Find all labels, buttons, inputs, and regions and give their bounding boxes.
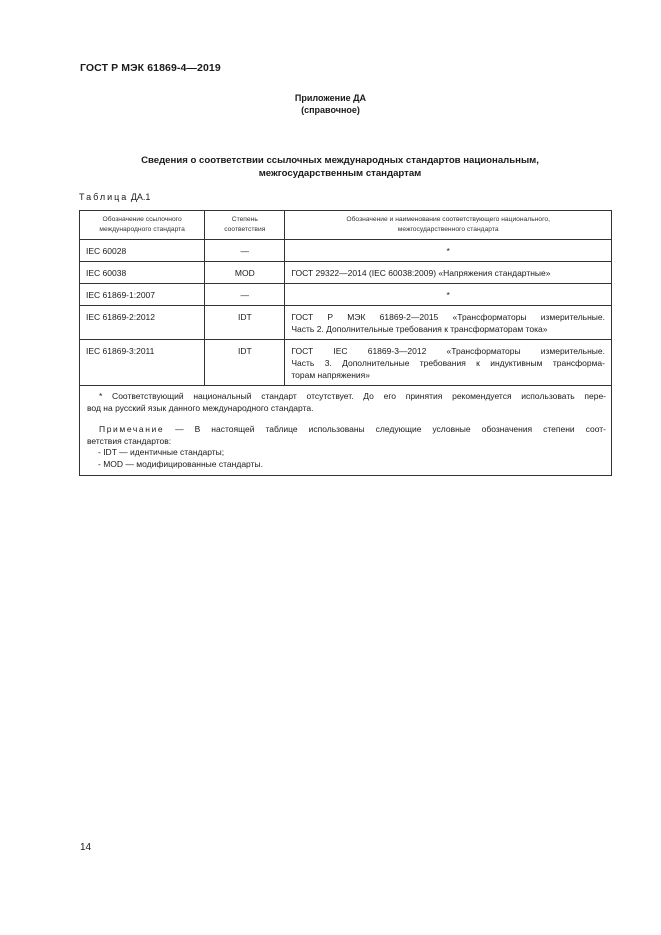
footnote-line2: вод на русский язык данного международного стандарта. [87, 402, 314, 413]
table-row [80, 306, 612, 340]
header-col1-line2: международного стандарта [99, 226, 185, 233]
header-reference-standard [80, 211, 205, 240]
annex-title: Приложение ДА [294, 93, 367, 103]
note-text: — В настоящей таблице использованы следующие условные обозначения степени соот- [164, 424, 606, 434]
note-label: Примечание [99, 424, 165, 434]
cell-degree [205, 262, 285, 284]
cell-national-text: * [446, 246, 450, 256]
footnote-line1: * Соответствующий национальный стандарт отсутствует. До его принятия рекомендуется использовать пере- [99, 391, 606, 401]
table-footnote [87, 391, 606, 414]
header-col3-line2: межгосударственного стандарта [397, 226, 499, 233]
table-caption-id: ДА.1 [130, 192, 151, 202]
document-code-header: ГОСТ Р МЭК 61869-4—2019 [80, 62, 221, 74]
section-title [90, 154, 590, 180]
cell-national-text: * [446, 290, 450, 300]
cell-national [285, 262, 612, 284]
annex-heading [0, 92, 661, 116]
cell-degree-text: — [240, 246, 250, 256]
table-notes [80, 386, 612, 476]
cell-national-text: ГОСТ 29322—2014 (IEC 60038:2009) «Напряжения стандартные» [291, 268, 551, 278]
table-notes-row [80, 386, 612, 476]
cell-national [285, 240, 612, 262]
cell-national [285, 284, 612, 306]
header-col2-line2: соответствия [224, 226, 266, 233]
table-row [80, 240, 612, 262]
cell-reference-text: IEC 60038 [86, 268, 127, 278]
cell-degree-text: IDT [237, 346, 252, 356]
cell-degree [205, 306, 285, 340]
cell-reference-text: IEC 61869-3:2011 [86, 346, 155, 356]
note-line2: ветствия стандартов: [87, 435, 172, 446]
header-degree [205, 211, 285, 240]
header-col2-line1: Степень [231, 216, 258, 223]
cell-degree [205, 240, 285, 262]
note-line1 [87, 424, 606, 436]
cell-reference [80, 240, 205, 262]
cell-reference [80, 306, 205, 340]
cell-degree [205, 340, 285, 386]
cell-reference-text: IEC 61869-1:2007 [86, 290, 155, 300]
table-row [80, 262, 612, 284]
cell-national [285, 306, 612, 340]
standards-table [79, 210, 612, 476]
cell-reference-text: IEC 60028 [86, 246, 127, 256]
table-caption [79, 192, 150, 202]
cell-reference [80, 262, 205, 284]
cell-degree-text: — [240, 290, 250, 300]
header-national-standard [285, 211, 612, 240]
cell-degree [205, 284, 285, 306]
cell-degree-text: MOD [234, 268, 255, 278]
cell-national-line1: ГОСТ IEC 61869-3—2012 «Трансформаторы измерительные. [291, 346, 605, 356]
cell-national-text [285, 340, 611, 385]
section-title-line1: Сведения о соответствии ссылочных международных стандартов национальным, [141, 155, 539, 166]
cell-national-line3: торам напряжения» [291, 370, 371, 380]
cell-national-line2: Часть 2. Дополнительные требования к трансформаторам тока» [291, 324, 548, 334]
table-row [80, 340, 612, 386]
cell-reference [80, 284, 205, 306]
section-title-line2: межгосударственным стандартам [258, 168, 422, 179]
table-caption-word: Таблица [79, 192, 129, 202]
header-col3-line1: Обозначение и наименование соответствующего национального, [346, 216, 550, 223]
cell-reference [80, 340, 205, 386]
cell-degree-text: IDT [237, 312, 252, 322]
cell-national-line2: Часть 3. Дополнительные требования к индуктивным трансформа- [291, 358, 605, 368]
cell-national [285, 340, 612, 386]
note-item-idt: - IDT — идентичные стандарты; [98, 447, 225, 457]
header-col1-line1: Обозначение ссылочного [102, 216, 182, 223]
annex-subtitle: (справочное) [301, 105, 360, 115]
cell-national-text [285, 306, 611, 339]
cell-national-line1: ГОСТ Р МЭК 61869-2—2015 «Трансформаторы измерительные. [291, 312, 605, 322]
note-item-mod: - MOD — модифицированные стандарты. [98, 458, 263, 469]
table-header-row [80, 211, 612, 240]
page-number: 14 [80, 842, 92, 853]
table-row [80, 284, 612, 306]
cell-reference-text: IEC 61869-2:2012 [86, 312, 155, 322]
